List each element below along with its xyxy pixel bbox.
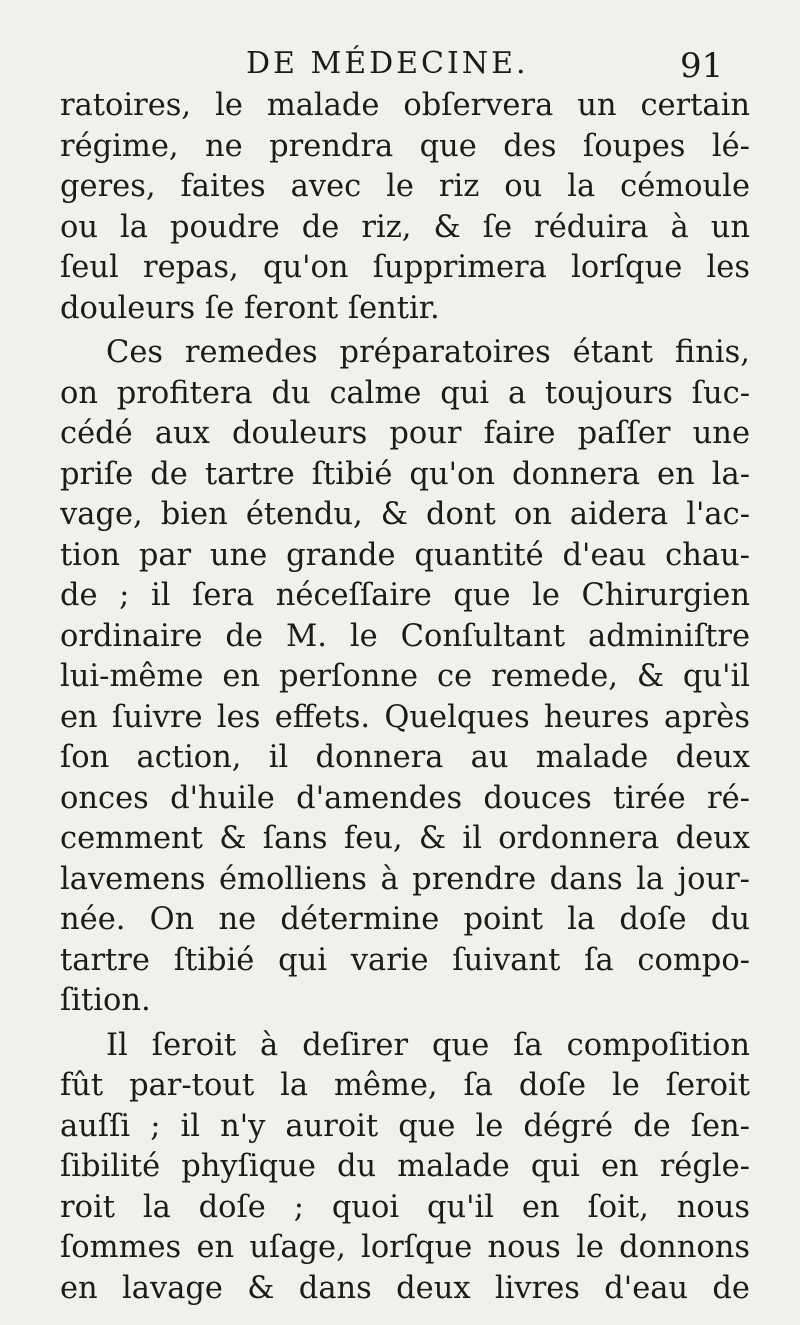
- text-line: lui-même en perſonne ce remede, & qu'il: [60, 659, 750, 694]
- text-line: vage, bien étendu, & dont on aidera l'ac-: [60, 497, 750, 532]
- text-line: onces d'huile d'amendes douces tirée ré-: [60, 780, 750, 816]
- text-line: geres, faites avec le riz ou la cémoule: [60, 169, 750, 204]
- text-line: ſeul repas, qu'on ſupprimera lorſque les: [60, 250, 750, 285]
- body-text: [60, 86, 750, 1309]
- text-line: auſſi ; il n'y auroit que le dégré de ſen-: [60, 1108, 750, 1144]
- text-line: ratoires, le malade obſervera un certain: [60, 88, 750, 123]
- text-line: douleurs ſe feront ſentir.: [60, 290, 440, 326]
- text-line: née. On ne détermine point la doſe du: [60, 902, 750, 937]
- text-line: Ces remedes préparatoires étant finis,: [106, 335, 750, 370]
- paragraph-2: [60, 333, 750, 1022]
- running-head: DE MÉDECINE.: [246, 46, 529, 81]
- text-line: priſe de tartre ſtibié qu'on donnera en la-: [60, 456, 750, 492]
- page-number: 91: [680, 46, 724, 86]
- text-line: ſition.: [60, 983, 151, 1018]
- paragraph-3: [60, 1026, 750, 1310]
- text-line: tion par une grande quantité d'eau chau-: [60, 537, 750, 573]
- text-line: ſon action, il donnera au malade deux: [60, 740, 750, 775]
- text-line: ordinaire de M. le Conſultant adminiſtre: [60, 618, 750, 654]
- text-line: on profitera du calme qui a toujours ſuc-: [60, 375, 750, 411]
- text-line: Il ſeroit à deſirer que ſa compoſition: [106, 1027, 750, 1063]
- text-line: régime, ne prendra que des ſoupes lé-: [60, 128, 750, 164]
- text-line: roit la doſe ; quoi qu'il en ſoit, nous: [60, 1189, 750, 1225]
- page-header: [0, 44, 800, 88]
- text-line: de ; il ſera néceſſaire que le Chirurgien: [60, 578, 750, 613]
- text-line: ſommes en uſage, lorſque nous le donnons: [60, 1230, 750, 1265]
- text-line: en lavage & dans deux livres d'eau de: [60, 1270, 750, 1306]
- text-line: en ſuivre les effets. Quelques heures après: [60, 699, 750, 735]
- text-line: fût par-tout la même, ſa doſe le ſeroit: [60, 1068, 750, 1103]
- text-line: lavemens émolliens à prendre dans la jour-: [60, 861, 750, 897]
- text-line: ou la poudre de riz, & ſe réduira à un: [60, 209, 750, 245]
- text-line: cédé aux douleurs pour faire paſſer une: [60, 416, 750, 451]
- paragraph-1: [60, 86, 750, 329]
- text-line: tartre ſtibié qui varie ſuivant ſa compo-: [60, 942, 750, 978]
- text-line: cemment & ſans feu, & il ordonnera deux: [60, 821, 750, 856]
- text-line: ſibilité phyſique du malade qui en régle-: [60, 1149, 750, 1184]
